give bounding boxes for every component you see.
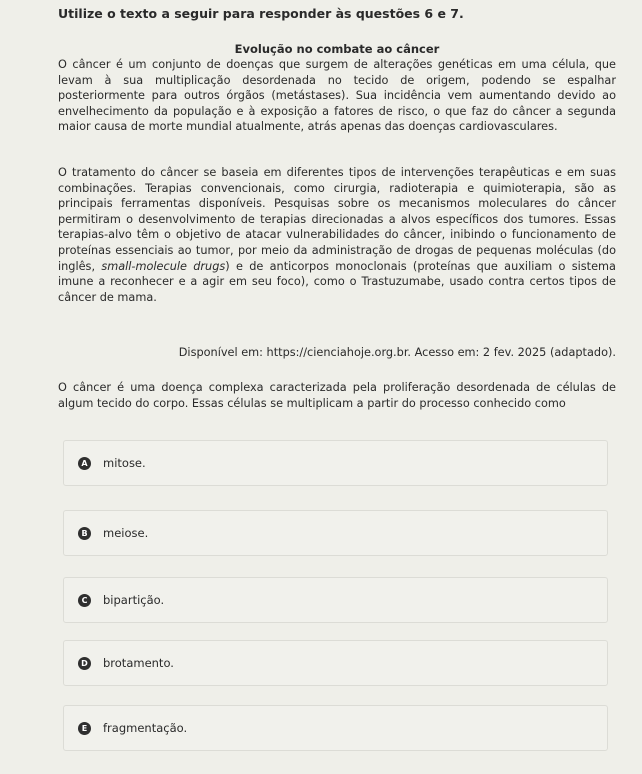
option-b[interactable] bbox=[63, 510, 608, 556]
instruction-text: Utilize o texto a seguir para responder às questões 6 e 7. bbox=[58, 6, 464, 21]
option-a[interactable] bbox=[63, 440, 608, 486]
option-d[interactable] bbox=[63, 640, 608, 686]
source-citation: Disponível em: https://cienciahoje.org.br. Acesso em: 2 fev. 2025 (adaptado). bbox=[178, 346, 616, 359]
option-b-text: meiose. bbox=[103, 526, 149, 540]
option-c-letter-badge: C bbox=[78, 594, 91, 607]
option-a-letter-badge: A bbox=[78, 457, 91, 470]
paragraph-1: O câncer é um conjunto de doenças que surgem de alterações genéticas em uma célula, que levam à sua multiplicação desordenada no tecido de origem, podendo se espalhar posteriormente para outros órgãos (metástases). Sua incidência vem aumentando devido ao envelhecimento da população e à exposição a fatores de risco, o que faz do câncer a segunda maior causa de morte mundial atualmente, atrás apenas das doenças cardiovasculares. bbox=[58, 58, 616, 134]
text-title: Evolução no combate ao câncer bbox=[234, 42, 440, 56]
option-b-letter-badge: B bbox=[78, 527, 91, 540]
paragraph-2 bbox=[58, 165, 616, 305]
option-c-text: bipartição. bbox=[103, 593, 165, 607]
paragraph-2-italic-term: small-molecule drugs bbox=[101, 259, 226, 273]
option-a-text: mitose. bbox=[103, 456, 146, 470]
paragraph-2-part-2: ) e de anticorpos monoclonais (proteínas que auxiliam o sistema imune a reconhecer e a agir em seu foco), como o Trastuzumabe, usado contra certos tipos de câncer de mama. bbox=[58, 259, 616, 304]
option-e-letter-badge: E bbox=[78, 722, 91, 735]
paragraph-2-part-1: O tratamento do câncer se baseia em diferentes tipos de intervenções terapêuticas e em suas combinações. Terapias convencionais, como cirurgia, radioterapia e quimioterapia, são as principais ferramentas disponíveis. Pesquisas sobre os mecanismos moleculares do câncer permitiram o desenvolvimento de terapias direcionadas a alvos específicos dos tumores. Essas terapias-alvo têm o objetivo de atacar vulnerabilidades do câncer, inibindo o funcionamento de proteínas essenciais ao tumor, por meio da administração de drogas de pequenas moléculas (do inglês, bbox=[58, 166, 616, 273]
option-c[interactable] bbox=[63, 577, 608, 623]
option-e-text: fragmentação. bbox=[103, 721, 188, 735]
option-e[interactable] bbox=[63, 705, 608, 751]
question-stem: O câncer é uma doença complexa caracterizada pela proliferação desordenada de células de algum tecido do corpo. Essas células se multiplicam a partir do processo conhecido como bbox=[58, 381, 616, 410]
option-d-letter-badge: D bbox=[78, 657, 91, 670]
option-d-text: brotamento. bbox=[103, 656, 174, 670]
